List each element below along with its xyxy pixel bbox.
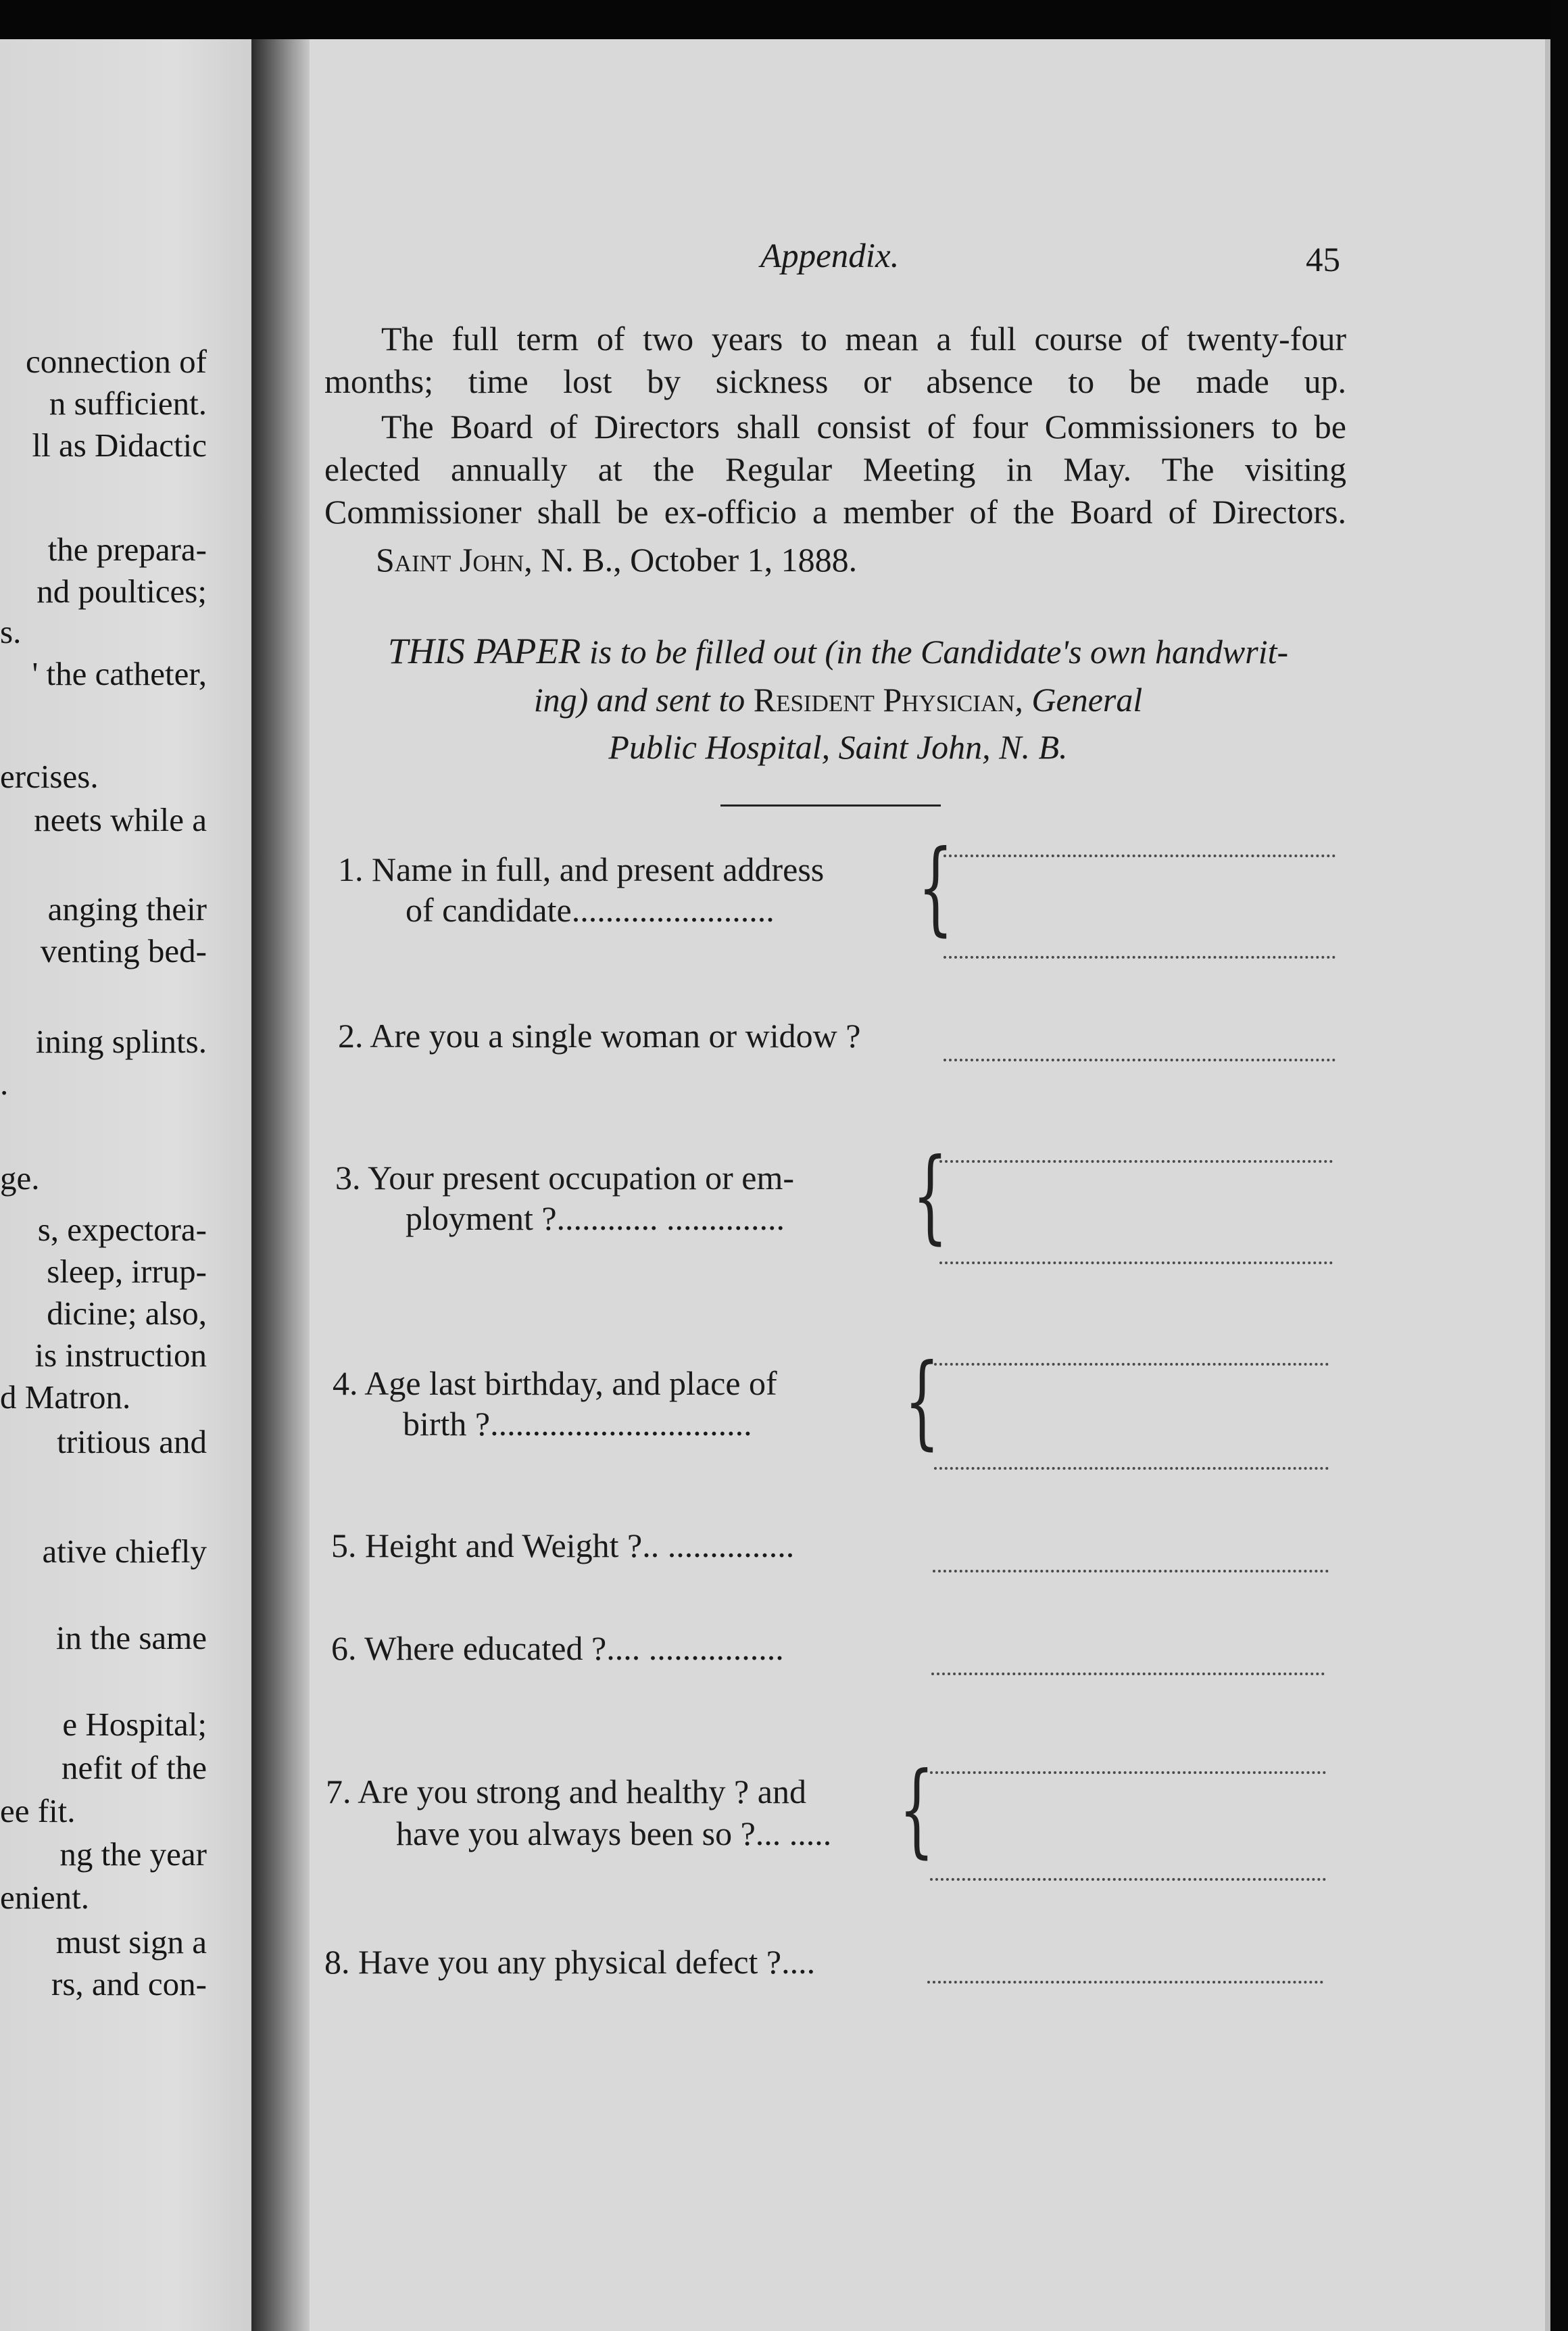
answer-line-2[interactable]	[944, 1059, 1336, 1061]
brace-icon: {	[912, 1137, 948, 1255]
answer-line-1b[interactable]	[944, 956, 1336, 959]
facing-line: enient.	[0, 1879, 89, 1916]
question-text: Your present occupation or em-	[368, 1159, 795, 1197]
question-number: 4.	[333, 1364, 358, 1402]
question-number: 1.	[338, 850, 364, 888]
question-text: Are you strong and healthy ? and	[358, 1773, 806, 1810]
question-number: 6.	[331, 1629, 357, 1667]
question-number: 7.	[326, 1773, 351, 1810]
facing-line: e Hospital;	[62, 1706, 207, 1743]
facing-line: tritious and	[57, 1423, 207, 1460]
facing-line: d Matron.	[0, 1378, 131, 1416]
page-edge	[1545, 39, 1550, 2331]
question-text: Are you a single woman or widow ?	[370, 1017, 861, 1055]
question-text: Height and Weight ?.. ...............	[365, 1527, 795, 1564]
question-3	[335, 1157, 794, 1198]
question-4-cont: birth ?...............................	[403, 1405, 752, 1443]
question-6	[331, 1628, 784, 1668]
running-title: Appendix.	[760, 237, 900, 275]
facing-line: ge.	[0, 1159, 40, 1197]
notice-line2-b: , General	[1014, 681, 1143, 719]
dateline-date: , N. B., October 1, 1888.	[524, 541, 858, 579]
facing-line: s, expectora-	[37, 1211, 207, 1248]
facing-line: nd poultices;	[36, 573, 207, 610]
question-number: 8.	[324, 1943, 350, 1981]
facing-line: ee fit.	[0, 1792, 76, 1829]
question-text: Name in full, and present address	[372, 850, 825, 888]
question-5	[331, 1525, 794, 1566]
facing-line: rs, and con-	[51, 1965, 207, 2002]
answer-line-3a[interactable]	[939, 1160, 1333, 1163]
facing-line: ng the year	[59, 1835, 207, 1873]
answer-line-5[interactable]	[933, 1570, 1329, 1572]
notice-line-1	[318, 629, 1358, 674]
facing-line: ll as Didactic	[32, 427, 207, 464]
answer-line-8[interactable]	[927, 1981, 1323, 1984]
notice-line-3: Public Hospital, Saint John, N. B.	[608, 728, 1068, 766]
facing-line: dicine; also,	[47, 1295, 207, 1332]
question-text: Have you any physical defect ?....	[358, 1943, 816, 1981]
facing-line: connection of	[25, 343, 207, 380]
question-1-cont: of candidate........................	[406, 891, 775, 929]
facing-line: ercises.	[0, 758, 99, 795]
question-7	[326, 1771, 806, 1812]
answer-line-7a[interactable]	[930, 1771, 1326, 1774]
answer-line-4b[interactable]	[934, 1467, 1329, 1470]
brace-icon: {	[904, 1343, 940, 1460]
question-text: Age last birthday, and place of	[364, 1364, 777, 1402]
paragraph-term: The full term of two years to mean a full course of twenty-four months; time lost by sickness or absence to be made up.	[324, 320, 1346, 400]
facing-page	[0, 39, 251, 2331]
question-3-cont: ployment ?............ ..............	[406, 1199, 785, 1237]
facing-line: s.	[0, 613, 22, 650]
scan-border-top	[0, 0, 1568, 39]
notice-line2-a: ing) and sent to	[533, 681, 754, 719]
facing-line: n sufficient.	[49, 385, 207, 422]
question-8	[324, 1942, 815, 1982]
facing-line: ative chiefly	[42, 1533, 207, 1570]
section-rule	[720, 804, 941, 807]
notice-line-2	[318, 677, 1358, 722]
facing-line: is instruction	[34, 1337, 207, 1374]
brace-icon: {	[918, 829, 954, 946]
question-2	[338, 1015, 860, 1056]
facing-line: venting bed-	[40, 932, 207, 969]
facing-line: in the same	[55, 1619, 207, 1656]
question-4	[333, 1363, 777, 1403]
question-1	[338, 849, 824, 890]
facing-line: the prepara-	[47, 531, 207, 568]
page-number: 45	[1306, 241, 1340, 279]
dateline-place: Saint John	[376, 541, 524, 579]
facing-line: .	[0, 1065, 9, 1102]
answer-line-7b[interactable]	[930, 1878, 1326, 1881]
answer-line-4a[interactable]	[934, 1363, 1329, 1366]
question-text: Where educated ?.... ................	[364, 1629, 784, 1667]
question-number: 5.	[331, 1527, 357, 1564]
notice-line1-text: is to be filled out (in the Candidate's own handwrit-	[581, 633, 1289, 671]
answer-line-3b[interactable]	[939, 1261, 1333, 1264]
facing-line: anging their	[47, 890, 207, 928]
paragraph-board: The Board of Directors shall consist of four Commissioners to be elected annually at the Regular Meeting in May. The visiting Commissioner shall be ex-officio a member of the Board of Directors.	[324, 408, 1346, 531]
question-7-cont: have you always been so ?... .....	[396, 1815, 832, 1852]
question-number: 3.	[335, 1159, 361, 1197]
facing-line: must sign a	[55, 1923, 207, 1961]
dateline	[376, 540, 857, 579]
scan-border-right	[1550, 0, 1568, 2331]
facing-line: nefit of the	[62, 1749, 207, 1786]
notice-resident-physician: Resident Physician	[753, 681, 1015, 719]
answer-line-6[interactable]	[931, 1673, 1325, 1675]
facing-line: sleep, irrup-	[47, 1253, 207, 1290]
question-number: 2.	[338, 1017, 364, 1055]
answer-line-1a[interactable]	[944, 855, 1336, 857]
notice-lead: THIS PAPER	[387, 631, 581, 671]
facing-line: ' the catheter,	[32, 655, 207, 692]
facing-line: ining splints.	[35, 1023, 207, 1060]
brace-icon: {	[899, 1751, 935, 1869]
book-gutter-shadow	[251, 39, 310, 2331]
facing-line: neets while a	[34, 801, 207, 838]
